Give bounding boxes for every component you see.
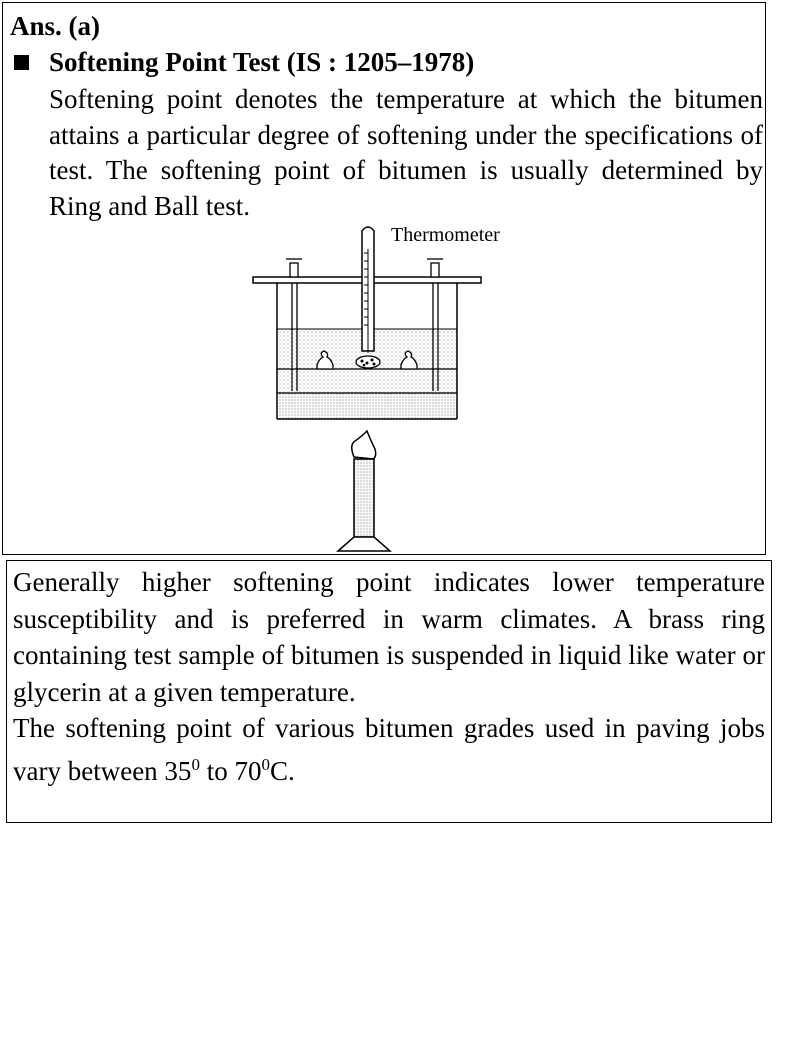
section-heading: Softening Point Test (IS : 1205–1978) — [49, 47, 475, 77]
notes-paragraph-2-text: The softening point of various bitumen grades used in paving jobs vary between 35 — [13, 713, 765, 786]
thermometer-label: Thermometer — [391, 224, 500, 246]
notes-text — [13, 564, 765, 789]
degree-sup-1: 0 — [191, 754, 200, 774]
notes-paragraph-1: Generally higher softening point indicates lower temperature susceptibility and is preferred in warm climates. A brass ring containing test sample of bitumen is suspended in liquid like water or glycerin at a given temperature. — [13, 567, 765, 707]
burner — [338, 431, 390, 551]
square-bullet-icon — [14, 55, 29, 70]
section-body: Softening point denotes the temperature at which the bitumen attains a particular degree of softening under the specifications of test. The softening point of bitumen is usually determined by Ring and Ball test. — [49, 84, 763, 221]
answer-box — [2, 2, 766, 555]
notes-after: C. — [269, 755, 295, 786]
notes-paragraph-2 — [13, 710, 765, 789]
degree-sup-2: 0 — [261, 754, 270, 774]
answer-label: Ans. (a) — [10, 11, 101, 41]
notes-mid: to 70 — [199, 755, 262, 786]
notes-box — [6, 560, 772, 823]
ring-and-ball-apparatus-diagram — [243, 219, 543, 555]
